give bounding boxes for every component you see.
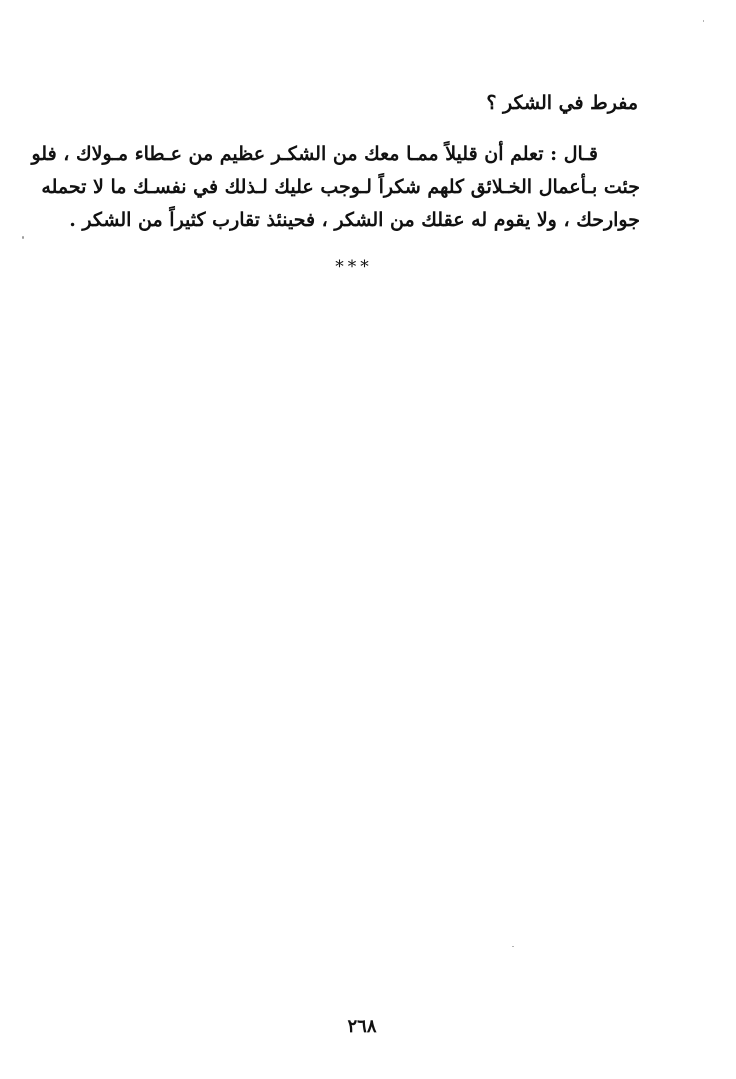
scan-speck	[703, 20, 704, 22]
section-question-line: مفرط في الشكر ؟	[486, 92, 638, 114]
scan-speck	[22, 236, 24, 239]
page-number-text: ٢٦٨	[347, 1016, 377, 1037]
scan-speck	[512, 946, 514, 947]
paragraph-line-1: قـال : تعلم أن قليلاً ممـا معك من الشكـر عظيم من عـطاء مـولاك ، فلو	[31, 143, 598, 165]
paragraph-line-2: جئت بـأعمال الخـلائق كلهم شكراً لـوجب عليك لـذلك في نفسـك ما لا تحمله	[41, 176, 640, 198]
page-number	[0, 1016, 736, 1037]
body-paragraph	[31, 138, 640, 237]
separator-asterisks: ***	[335, 257, 373, 277]
section-separator	[0, 257, 736, 277]
paragraph-line-3: جوارحك ، ولا يقوم له عقلك من الشكر ، فحينئذ تقارب كثيراً من الشكر .	[69, 209, 640, 231]
